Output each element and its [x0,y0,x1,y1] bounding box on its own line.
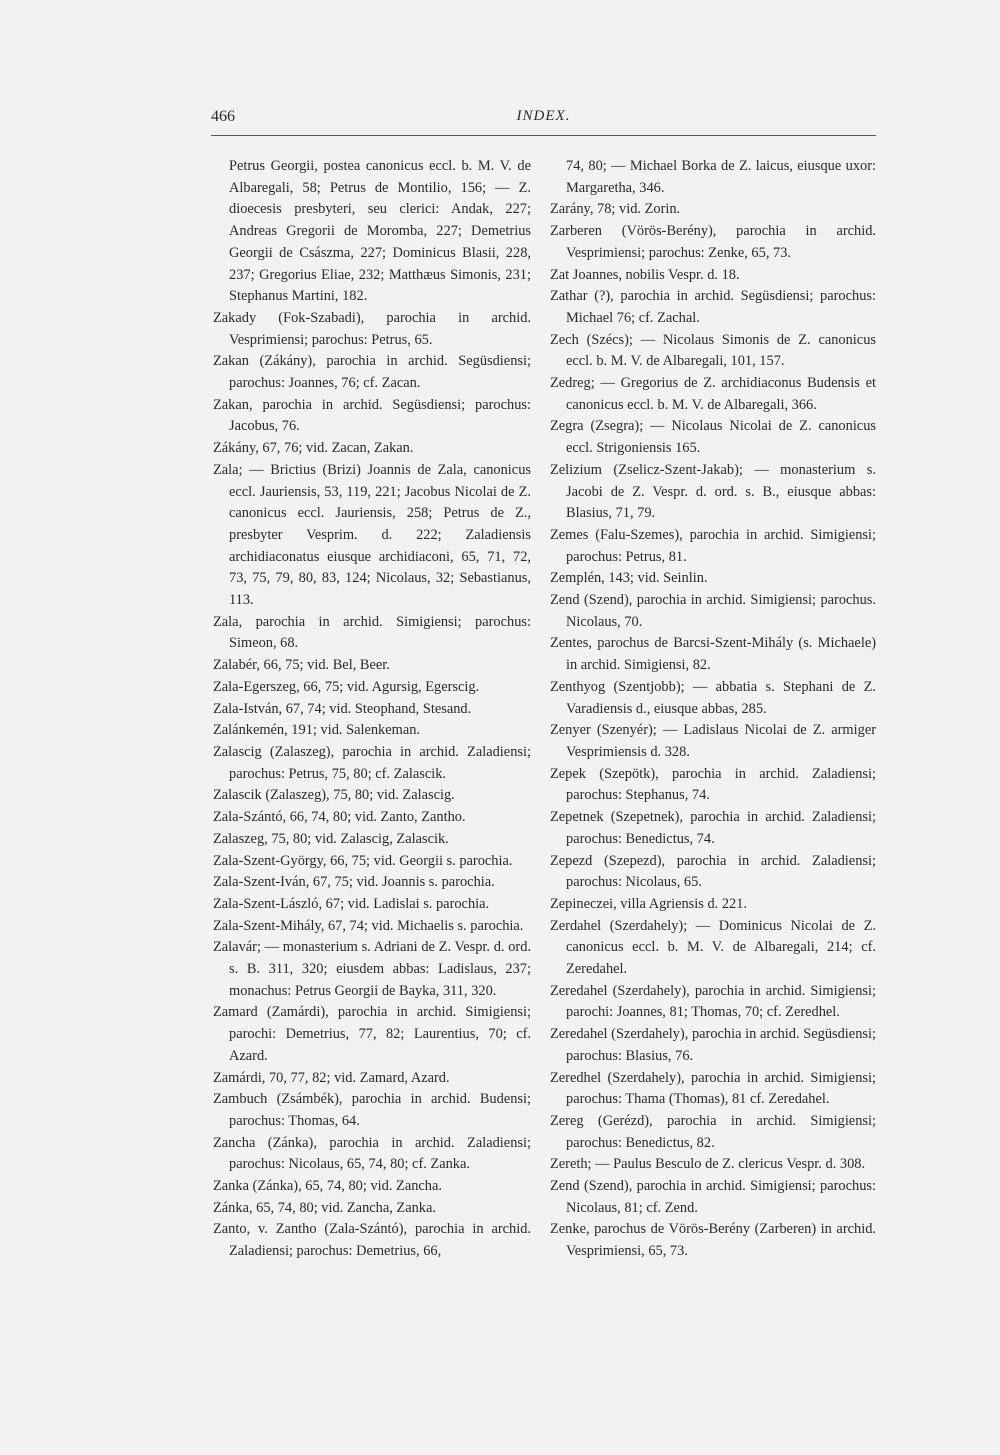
index-entry: Zakady (Fok-Szabadi), parochia in archid. Vesprimiensi; parochus: Petrus, 65. [213,309,531,348]
index-entry: Petrus Georgii, postea canonicus eccl. b. M. V. de Albaregali, 58; Petrus de Montilio, 156; — Z. dioecesis presbyteri, seu clerici: Andak, 227; Andreas Gregorii de Moromba, 227; Demetrius Georgii de Császma, 227; Dominicus Blasii, 228, 237; Gregorius Eliae, 232; Matthæus Simonis, 231; Stephanus Martini, 182. [229,158,531,305]
page-header [211,108,876,134]
index-entry: Zamárdi, 70, 77, 82; vid. Zamard, Azard. [213,1069,450,1086]
index-entry: Zarberen (Vörös-Berény), parochia in archid. Vesprimiensi; parochus: Zenke, 65, 73. [550,223,876,261]
index-entry: Zalascig (Zalaszeg), parochia in archid. Zaladiensi; parochus: Petrus, 75, 80; cf. Zalascik. [213,743,531,782]
index-entry: Zenke, parochus de Vörös-Berény (Zarberen) in archid. Vesprimiensi, 65, 73. [550,1221,876,1260]
index-entry: Zend (Szend), parochia in archid. Simigiensi; parochus: Nicolaus, 81; cf. Zend. [550,1178,876,1216]
index-entry: Zenthyog (Szentjobb); — abbatia s. Stephani de Z. Varadiensis d., eiusque abbas, 285. [550,678,876,717]
header-rule [211,135,876,136]
index-entry: Zala-Szent-Iván, 67, 75; vid. Joannis s. parochia. [213,874,495,891]
index-entry: Zeredahel (Szerdahely), parochia in archid. Següsdiensi; parochus: Blasius, 76. [550,1026,876,1064]
index-entry: 74, 80; — Michael Borka de Z. laicus, eiusque uxor: Margaretha, 346. [566,158,876,196]
index-entry: Zamard (Zamárdi), parochia in archid. Simigiensi; parochi: Demetrius, 77, 82; Laurentius, 70; cf. Azard. [213,1004,531,1064]
index-entry: Zambuch (Zsámbék), parochia in archid. Budensi; parochus: Thomas, 64. [213,1091,531,1129]
index-entry: Zepetnek (Szepetnek), parochia in archid. Zaladiensi; parochus: Benedictus, 74. [550,809,876,847]
index-entry: Zala-Szent-György, 66, 75; vid. Georgii s. parochia. [213,852,513,869]
index-entry: Zepezd (Szepezd), parochia in archid. Zaladiensi; parochus: Nicolaus, 65. [550,852,876,891]
index-entry: Zentes, parochus de Barcsi-Szent-Mihály (s. Michaele) in archid. Simigiensi, 82. [550,635,876,674]
index-entry: Zend (Szend), parochia in archid. Simigiensi; parochus. Nicolaus, 70. [550,592,876,630]
index-entry: Zala-Szent-Mihály, 67, 74; vid. Michaelis s. parochia. [213,917,524,934]
index-entry: Zarány, 78; vid. Zorin. [550,201,681,218]
index-entry: Zedreg; — Gregorius de Z. archidiaconus Budensis et canonicus eccl. b. M. V. de Albaregali, 366. [550,375,876,413]
index-entry: Zegra (Zsegra); — Nicolaus Nicolai de Z. canonicus eccl. Strigoniensis 165. [550,418,876,457]
index-entry: Zancha (Zánka), parochia in archid. Zaladiensi; parochus: Nicolaus, 65, 74, 80; cf. Zanka. [213,1134,531,1173]
index-entry: Zákány, 67, 76; vid. Zacan, Zakan. [213,440,414,457]
index-entry: Zala-István, 67, 74; vid. Steophand, Stesand. [213,700,472,717]
index-entry: Zenyer (Szenyér); — Ladislaus Nicolai de Z. armiger Vesprimiensis d. 328. [550,722,876,760]
index-entry: Zalavár; — monasterium s. Adriani de Z. Vespr. d. ord. s. B. 311, 320; eiusdem abbas: Ladislaus, 237; monachus: Petrus Georgii de Bayka, 311, 320. [213,939,531,999]
left-column [213,156,531,1263]
index-entry: Zat Joannes, nobilis Vespr. d. 18. [550,266,740,283]
index-entry: Zelizium (Zselicz-Szent-Jakab); — monasterium s. Jacobi de Z. Vespr. d. ord. s. B., eiusque abbas: Blasius, 71, 79. [550,461,876,522]
index-entry: Zakan, parochia in archid. Següsdiensi; parochus: Jacobus, 76. [213,396,531,435]
index-entry: Zeredahel (Szerdahely), parochia in archid. Simigiensi; parochi: Joannes, 81; Thomas, 70; cf. Zeredhel. [550,982,876,1021]
index-entry: Zerdahel (Szerdahely); — Dominicus Nicolai de Z. canonicus eccl. b. M. V. de Albaregali, 214; cf. Zeredahel. [550,917,876,978]
index-entry: Zereg (Gerézd), parochia in archid. Simigiensi; parochus: Benedictus, 82. [550,1112,876,1151]
index-entry: Zathar (?), parochia in archid. Següsdiensi; parochus: Michael 76; cf. Zachal. [550,288,876,326]
index-entry: Zala; — Brictius (Brizi) Joannis de Zala, canonicus eccl. Jauriensis, 53, 119, 221; Jacobus Nicolai de Z. canonicus eccl. Jauriensis, 258; Petrus de Z., presbyter Vesprim. d. 222; Zaladiensis archidiaconatus eiusque archidiaconi, 65, 71, 72, 73, 75, 79, 80, 83, 124; Nicolaus, 32; Sebastianus, 113. [213,461,531,609]
index-entry: Zepek (Szepötk), parochia in archid. Zaladiensi; parochus: Stephanus, 74. [550,765,876,804]
index-entry: Zemplén, 143; vid. Seinlin. [550,570,708,587]
index-entry: Zalascik (Zalaszeg), 75, 80; vid. Zalascig. [213,787,455,804]
index-entry: Zeredhel (Szerdahely), parochia in archid. Simigiensi; parochus: Thama (Thomas), 81 cf. Zeredahel. [550,1069,876,1108]
right-column [550,156,876,1263]
index-entry: Zánka, 65, 74, 80; vid. Zancha, Zanka. [213,1199,436,1216]
index-entry: Zala, parochia in archid. Simigiensi; parochus: Simeon, 68. [213,613,531,652]
index-entry: Zemes (Falu-Szemes), parochia in archid. Simigiensi; parochus: Petrus, 81. [550,526,876,565]
index-entry: Zanto, v. Zantho (Zala-Szántó), parochia in archid. Zaladiensi; parochus: Demetrius, 66, [213,1221,531,1260]
index-entry: Zakan (Zákány), parochia in archid. Següsdiensi; parochus: Joannes, 76; cf. Zacan. [213,353,531,392]
index-entry: Zanka (Zánka), 65, 74, 80; vid. Zancha. [213,1178,442,1195]
index-entry: Zereth; — Paulus Besculo de Z. clericus Vespr. d. 308. [550,1156,866,1173]
index-entry: Zalaszeg, 75, 80; vid. Zalascig, Zalascik. [213,830,449,847]
index-entry: Zala-Egerszeg, 66, 75; vid. Agursig, Egerscig. [213,678,480,695]
index-entry: Zala-Szent-László, 67; vid. Ladislai s. parochia. [213,895,490,912]
index-entry: Zepineczei, villa Agriensis d. 221. [550,895,748,912]
page-number: 466 [211,108,235,125]
index-entry: Zalánkemén, 191; vid. Salenkeman. [213,722,421,739]
running-title: INDEX. [516,108,571,124]
index-entry: Zalabér, 66, 75; vid. Bel, Beer. [213,657,390,674]
index-entry: Zech (Szécs); — Nicolaus Simonis de Z. canonicus eccl. b. M. V. de Albaregali, 101, 157. [550,331,876,370]
index-entry: Zala-Szántó, 66, 74, 80; vid. Zanto, Zantho. [213,809,466,826]
